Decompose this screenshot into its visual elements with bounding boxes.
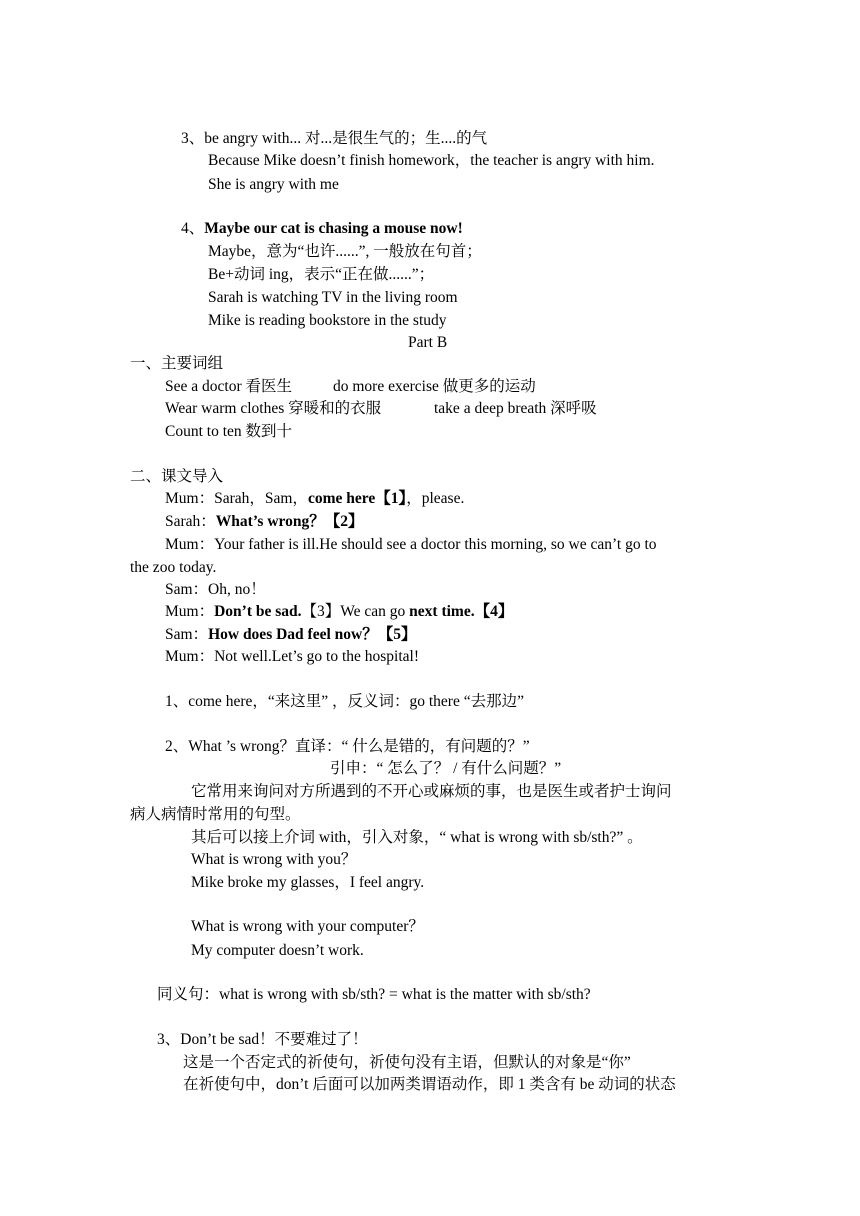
note-1: 1、come here，“来这里” ，反义词：go there “去那边” bbox=[165, 693, 524, 710]
phrase: do more exercise 做更多的运动 bbox=[333, 378, 536, 395]
example-sentence: Because Mike doesn’t finish homework，the teacher is angry with him. bbox=[208, 152, 655, 169]
heading-text: Maybe our cat is chasing a mouse now! bbox=[204, 220, 463, 237]
dialogue-line: Mum：Not well.Let’s go to the hospital! bbox=[165, 648, 420, 665]
dialogue-line: Sarah：What’s wrong？【2】 bbox=[165, 513, 364, 530]
note-3-text: 这是一个否定式的祈使句，祈使句没有主语，但默认的对象是“你” bbox=[183, 1054, 631, 1071]
dialogue-line: Mum：Your father is ill.He should see a doctor this morning, so we can’t go to bbox=[165, 536, 657, 553]
note-2-text-continued: 病人病情时常用的句型。 bbox=[130, 806, 301, 823]
section-3-heading bbox=[181, 129, 487, 149]
item-number: 4、 bbox=[181, 220, 205, 237]
explanation-line: Maybe，意为“也许......”, 一般放在句首； bbox=[208, 243, 482, 260]
example-sentence: Sarah is watching TV in the living room bbox=[208, 289, 458, 306]
synonym-line: 同义句：what is wrong with sb/sth? = what is the matter with sb/sth? bbox=[157, 986, 591, 1003]
dialogue-line: Sam：How does Dad feel now？【5】 bbox=[165, 626, 417, 643]
phrase: See a doctor 看医生 bbox=[165, 378, 292, 395]
item-number: 3、 bbox=[181, 130, 205, 147]
section-4-heading bbox=[181, 219, 463, 239]
dialogue-line: Mum：Don’t be sad.【3】We can go next time.【4】 bbox=[165, 603, 514, 620]
dialogue-line: Sam：Oh, no！ bbox=[165, 581, 266, 598]
note-3-heading: 3、Don’t be sad！不要难过了！ bbox=[157, 1031, 368, 1048]
dialogue-heading: 二、课文导入 bbox=[130, 468, 224, 485]
note-2-text: 其后可以接上介词 with，引入对象，“ what is wrong with sb/sth?” 。 bbox=[191, 829, 643, 846]
explanation-line: Be+动词 ing，表示“正在做......”； bbox=[208, 266, 435, 283]
note-2-extension: 引申：“ 怎么了？ / 有什么问题？” bbox=[330, 760, 562, 777]
example-sentence: My computer doesn’t work. bbox=[191, 942, 364, 959]
phrase: Wear warm clothes 穿暖和的衣服 bbox=[165, 400, 382, 417]
example-sentence: Mike broke my glasses，I feel angry. bbox=[191, 874, 425, 891]
heading-text: be angry with... 对...是很生气的；生....的气 bbox=[204, 130, 488, 147]
example-sentence: Mike is reading bookstore in the study bbox=[208, 312, 447, 329]
example-sentence: She is angry with me bbox=[208, 176, 339, 193]
phrase: Count to ten 数到十 bbox=[165, 423, 293, 440]
part-b-title: Part B bbox=[408, 334, 448, 351]
phrases-heading: 一、主要词组 bbox=[130, 355, 224, 372]
dialogue-line-continued: the zoo today. bbox=[130, 559, 217, 576]
note-2-heading: 2、What ’s wrong？直译：“ 什么是错的，有问题的？” bbox=[165, 738, 530, 755]
phrase: take a deep breath 深呼吸 bbox=[434, 400, 597, 417]
example-sentence: What is wrong with you？ bbox=[191, 851, 357, 868]
example-sentence: What is wrong with your computer？ bbox=[191, 918, 424, 935]
note-3-text: 在祈使句中，don’t 后面可以加两类谓语动作，即 1 类含有 be 动词的状态 bbox=[183, 1076, 676, 1093]
dialogue-line: Mum：Sarah，Sam，come here【1】，please. bbox=[165, 490, 465, 507]
note-2-text: 它常用来询问对方所遇到的不开心或麻烦的事，也是医生或者护士询问 bbox=[191, 783, 672, 800]
